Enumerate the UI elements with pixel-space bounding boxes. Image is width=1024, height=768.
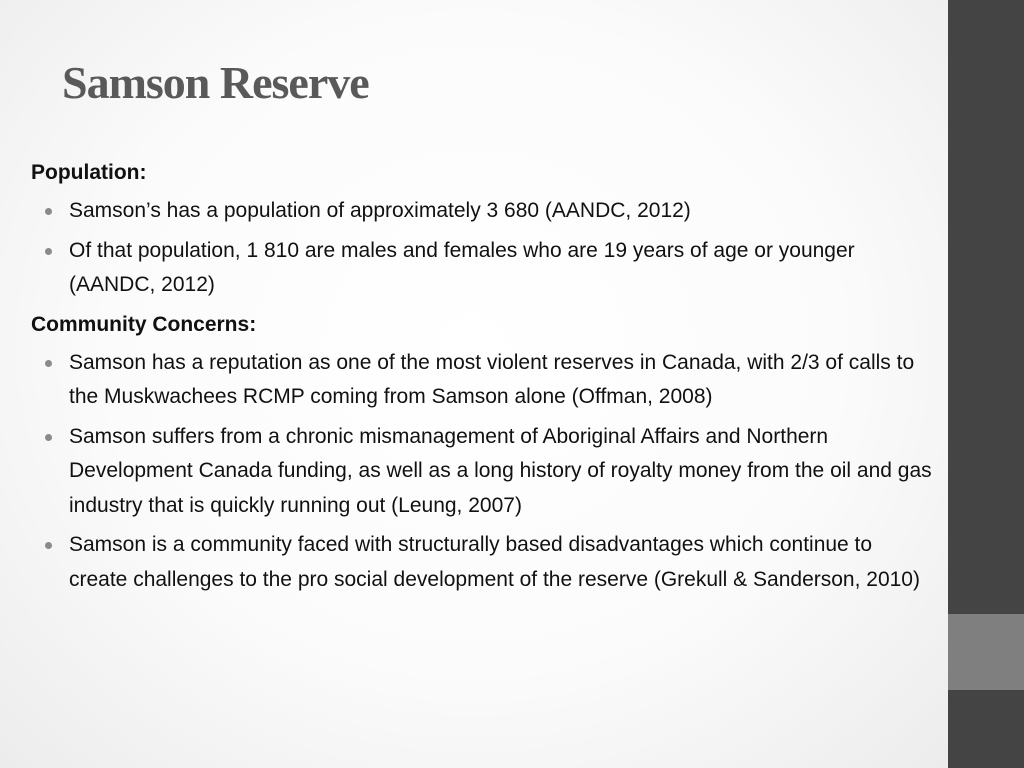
bullet-item xyxy=(31,194,936,229)
slide-body xyxy=(31,156,936,602)
section-heading-population: Population: xyxy=(31,161,147,184)
population-bullet-list xyxy=(31,194,936,303)
bullet-text: Samson has a reputation as one of the most violent reserves in Canada, with 2/3 of calls to the Muskwachees RCMP coming from Samson alone (Offman, 2008) xyxy=(69,350,915,408)
bullet-dot-icon xyxy=(45,208,52,215)
bullet-item xyxy=(31,234,936,303)
bullet-item xyxy=(31,346,936,415)
bullet-text: Samson is a community faced with structurally based disadvantages which continue to create challenges to the pro social development of the reserve (Grekull & Sanderson, 2010) xyxy=(69,533,920,591)
slide-title: Samson Reserve xyxy=(62,57,369,108)
sidebar-accent-block xyxy=(948,614,1024,690)
bullet-text: Of that population, 1 810 are males and females who are 19 years of age or younger (AANDC, 2012) xyxy=(69,238,855,296)
bullet-item xyxy=(31,420,936,524)
bullet-text: Samson suffers from a chronic mismanagement of Aboriginal Affairs and Northern Development Canada funding, as well as a long history of royalty money from the oil and gas industry that is quickly running out (Leung, 2007) xyxy=(69,424,932,517)
bullet-dot-icon xyxy=(45,360,52,367)
concerns-bullet-list xyxy=(31,346,936,598)
bullet-item xyxy=(31,528,936,597)
section-heading-community-concerns: Community Concerns: xyxy=(31,312,257,336)
bullet-text: Samson’s has a population of approximately 3 680 (AANDC, 2012) xyxy=(69,199,691,222)
bullet-dot-icon xyxy=(45,542,52,549)
bullet-dot-icon xyxy=(45,248,52,255)
bullet-dot-icon xyxy=(45,434,52,441)
